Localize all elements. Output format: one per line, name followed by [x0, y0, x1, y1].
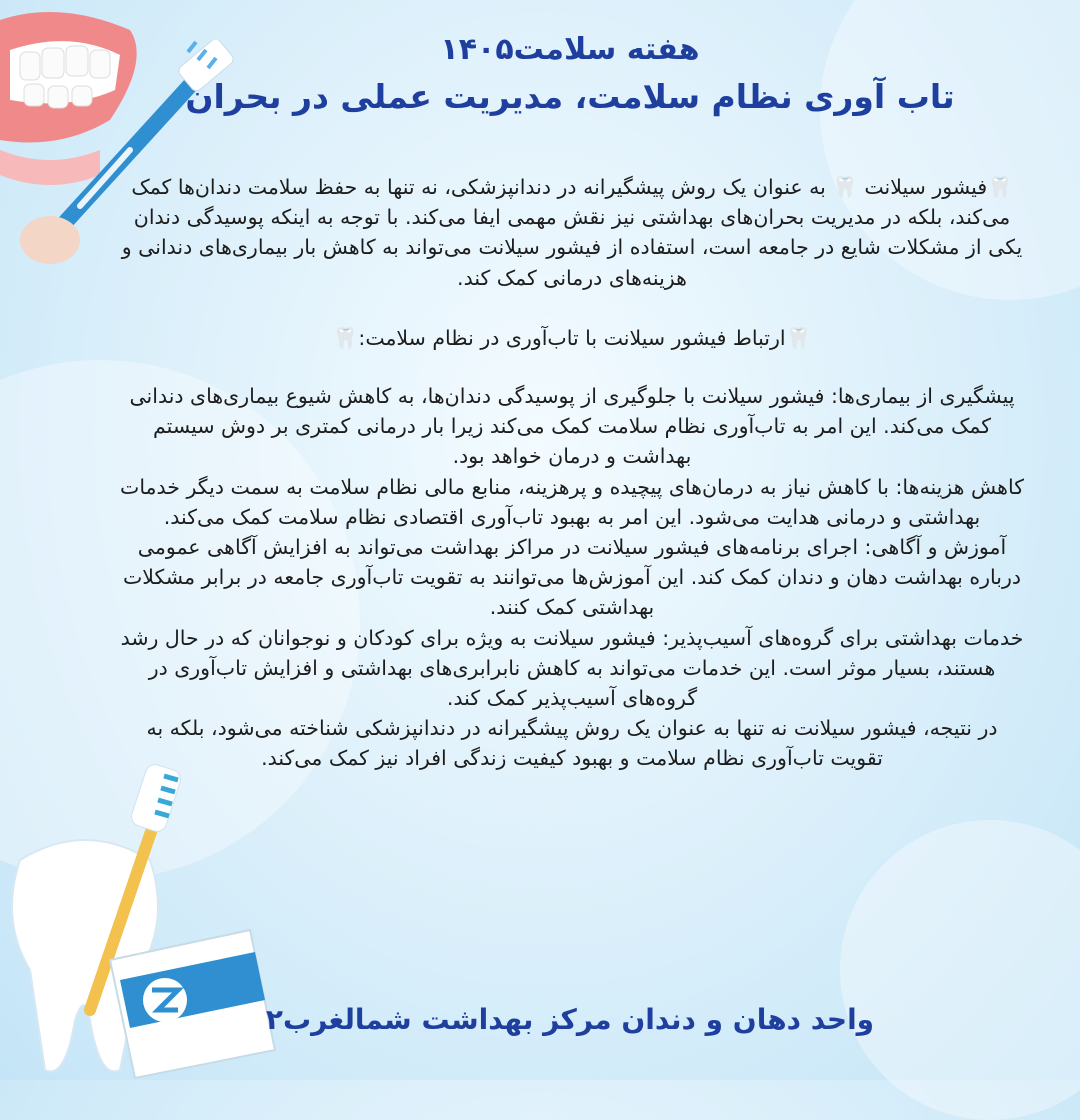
- footer-organization: واحد دهان و دندان مرکز بهداشت شمالغرب۲: [265, 1003, 875, 1036]
- week-title: هفته سلامت۱۴۰۵: [440, 32, 700, 67]
- background-bubble: [840, 820, 1080, 1120]
- conclusion-paragraph: در نتیجه، فیشور سیلانت نه تنها به عنوان یک روش پیشگیرانه در دندانپزشکی شناخته می‌شود، بلکه به تقویت تاب‌آوری نظام سلامت و بهبود کیفیت زندگی افراد نیز کمک می‌کند.: [146, 716, 998, 771]
- point-education: آموزش و آگاهی: اجرای برنامه‌های فیشور سیلانت در مراکز بهداشت می‌تواند به افزایش آگاهی عمومی درباره بهداشت دهان و دندان کمک کند. این آموزش‌ها می‌توانند به تقویت تاب‌آوری جامعه در برابر مشکلات بهداشتی کمک کنند.: [122, 535, 1022, 620]
- section-heading: 🦷ارتباط فیشور سیلانت با تاب‌آوری در نظام سلامت:🦷: [332, 325, 812, 350]
- intro-paragraph: 🦷فیشور سیلانت 🦷 به عنوان یک روش پیشگیرانه در دندانپزشکی، نه تنها به حفظ سلامت دندان‌ها کمک می‌کند، بلکه در مدیریت بحران‌های بهداشتی نیز نقش مهمی ایفا می‌کند. با توجه به اینکه پوسیدگی دندان یکی از مشکلات شایع در جامعه است، استفاده از فیشور سیلانت می‌تواند به کاهش بار بیماری‌های دندانی و هزینه‌های درمانی کمک کند.: [121, 175, 1023, 290]
- page-title: تاب آوری نظام سلامت، مدیریت عملی در بحران: [185, 77, 955, 116]
- article-body: [120, 172, 1024, 774]
- toothpaste-tube-icon: [100, 920, 280, 1080]
- point-vulnerable-groups: خدمات بهداشتی برای گروه‌های آسیب‌پذیر: فیشور سیلانت به ویژه برای کودکان و نوجوانان که در حال رشد هستند، بسیار موثر است. این خدمات می‌تواند به کاهش نابرابری‌های بهداشتی و افزایش تاب‌آوری در گروه‌های آسیب‌پذیر کمک کند.: [120, 625, 1024, 711]
- point-cost-reduction: کاهش هزینه‌ها: با کاهش نیاز به درمان‌های پیچیده و پرهزینه، منابع مالی نظام سلامت به سمت دیگر خدمات بهداشتی و درمانی هدایت می‌شود. این امر به بهبود تاب‌آوری اقتصادی نظام سلامت کمک می‌کند.: [120, 474, 1024, 529]
- title-block: [180, 28, 960, 122]
- point-prevention: پیشگیری از بیماری‌ها: فیشور سیلانت با جلوگیری از پوسیدگی دندان‌ها، به کاهش شیوع بیماری‌های دندانی کمک می‌کند. این امر به تاب‌آوری نظام سلامت کمک می‌کند زیرا بار درمانی کمتری بر دوش سیستم بهداشت و درمان خواهد بود.: [129, 384, 1015, 469]
